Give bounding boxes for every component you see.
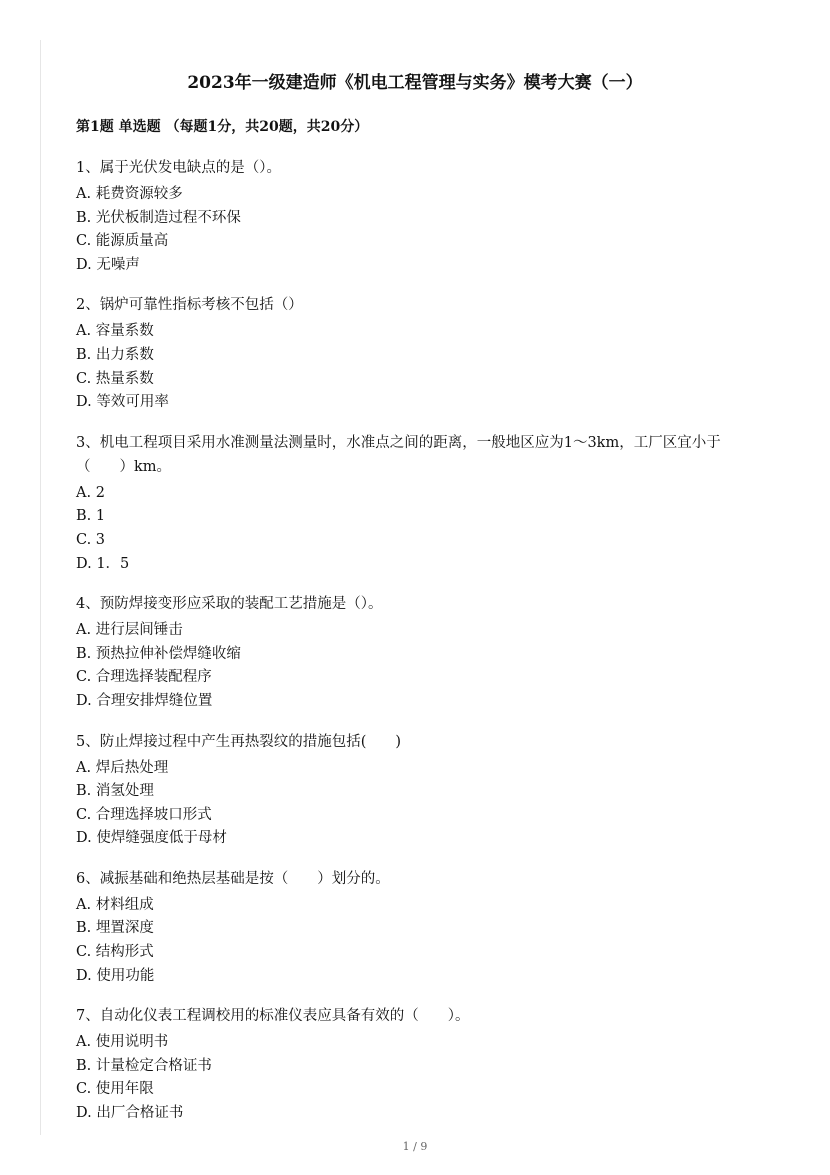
question-stem: 1、属于光伏发电缺点的是（）。 xyxy=(76,160,281,176)
answer-option: D. 使焊缝强度低于母材 xyxy=(76,830,227,847)
answer-option: C. 结构形式 xyxy=(76,944,154,961)
answer-option: A. 材料组成 xyxy=(76,896,154,913)
answer-option: C. 能源质量高 xyxy=(76,233,169,250)
answer-option: C. 使用年限 xyxy=(76,1081,154,1098)
answer-option: A. 2 xyxy=(76,484,105,501)
answer-option: A. 耗费资源较多 xyxy=(76,186,183,202)
question-item xyxy=(76,431,766,576)
answer-option: A. 进行层间锤击 xyxy=(76,622,183,639)
answer-option: A. 使用说明书 xyxy=(76,1034,169,1051)
page-number: 1 / 9 xyxy=(402,1140,428,1153)
answer-option: D. 出厂合格证书 xyxy=(76,1105,184,1122)
answer-option: D. 1．5 xyxy=(76,555,130,572)
answer-option: B. 1 xyxy=(76,508,106,525)
answer-option: B. 消氢处理 xyxy=(76,783,154,800)
answer-option: D. 等效可用率 xyxy=(76,394,169,411)
question-stem: 3、机电工程项目采用水准测量法测量时，水准点之间的距离，一般地区应为1～3km，工厂区宜小于（ ）km。 xyxy=(76,434,721,475)
question-list xyxy=(76,156,766,1142)
answer-option: B. 出力系数 xyxy=(76,346,154,363)
question-item xyxy=(76,156,766,277)
question-item xyxy=(76,592,766,713)
answer-option: A. 焊后热处理 xyxy=(76,759,169,776)
answer-option: C. 3 xyxy=(76,531,106,548)
answer-option: D. 无噪声 xyxy=(76,256,140,273)
answer-option: B. 预热拉伸补偿焊缝收缩 xyxy=(76,645,241,662)
question-stem: 5、防止焊接过程中产生再热裂纹的措施包括( ) xyxy=(76,733,402,750)
answer-option: D. 合理安排焊缝位置 xyxy=(76,692,213,709)
answer-option: B. 计量检定合格证书 xyxy=(76,1057,212,1074)
section-heading: 第1题 单选题 （每题1分，共20题，共20分） xyxy=(76,119,369,135)
question-item xyxy=(76,1004,766,1125)
question-stem: 2、锅炉可靠性指标考核不包括（） xyxy=(76,297,303,314)
question-stem: 7、自动化仪表工程调校用的标准仪表应具备有效的（ ）。 xyxy=(76,1008,470,1025)
answer-option: B. 埋置深度 xyxy=(76,920,154,937)
answer-option: B. 光伏板制造过程不环保 xyxy=(76,209,241,226)
question-item xyxy=(76,730,766,851)
page-edge-divider xyxy=(40,40,41,1135)
answer-option: C. 合理选择坡口形式 xyxy=(76,806,212,823)
answer-option: C. 热量系数 xyxy=(76,370,154,387)
question-item xyxy=(76,867,766,988)
answer-option: D. 使用功能 xyxy=(76,967,155,984)
question-stem: 4、预防焊接变形应采取的装配工艺措施是（）。 xyxy=(76,596,383,613)
document-title: 2023年一级建造师《机电工程管理与实务》模考大赛（一） xyxy=(187,73,643,93)
question-item xyxy=(76,293,766,414)
question-stem: 6、减振基础和绝热层基础是按（ ）划分的。 xyxy=(76,870,390,887)
answer-option: A. 容量系数 xyxy=(76,323,154,340)
answer-option: C. 合理选择装配程序 xyxy=(76,669,212,686)
